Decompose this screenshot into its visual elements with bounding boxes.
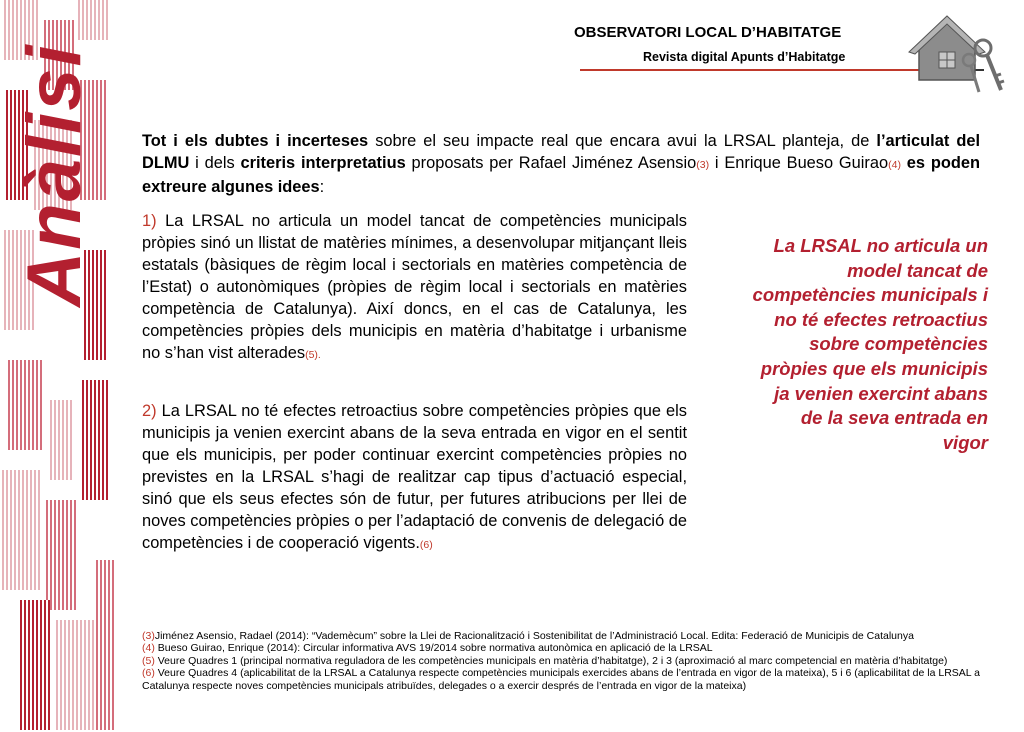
- footnote-ref: (6): [142, 667, 155, 680]
- point-2-paragraph: [142, 400, 687, 556]
- footnote-5: [142, 655, 980, 667]
- footnote-ref: (3): [142, 630, 155, 642]
- footnote-text: Jiménez Asensio, Radael (2014): “Vademècum” sobre la Llei de Racionalització i Sostenibilitat de l’Administració Local. Edita: Federació de Municipis de Catalunya: [154, 630, 914, 642]
- point-2-ref: (6): [419, 539, 433, 551]
- intro-ref-4: (4): [888, 159, 901, 171]
- footnote-ref: (5): [142, 654, 155, 667]
- section-vertical-label: Anàlisi: [12, 43, 97, 307]
- point-1-ref: (5).: [305, 349, 321, 361]
- footnote-text: Bueso Guirao, Enrique (2014): Circular informativa AVS 19/2014 sobre normativa autonòmica en aplicació de la LRSAL: [154, 642, 713, 655]
- intro-bold-1: Tot i els dubtes i incerteses: [142, 132, 369, 150]
- footnote-4: [142, 642, 980, 654]
- footnote-6: [142, 667, 980, 692]
- pull-quote: La LRSAL no articula un model tancat de competències municipals i no té efectes retroactius sobre competències pròpies que els municipis ja venien exercint abans de la seva entrada en vigor: [752, 235, 988, 453]
- point-1-number: 1): [142, 212, 157, 230]
- footnote-ref: (4): [142, 642, 155, 655]
- intro-text-1: sobre el seu impacte real que encara avui la LRSAL planteja, de: [368, 132, 877, 150]
- point-2-number: 2): [142, 402, 157, 420]
- point-1-paragraph: [142, 210, 687, 366]
- point-2-text: La LRSAL no té efectes retroactius sobre competències pròpies que els municipis ja venien exercint abans de la seva entrada en vigor en el sentit que els municipis, per poder continuar exercint competències pròpies no previstes en la LRSAL s’hagi de realitzar cap tipus d’actuació especial, sinó que els seus efectes són de futur, per futures atribucions per llei de noves competències pròpies o per l’adaptació de convenis de delegació de competències i de cooperació vigents.: [142, 402, 687, 552]
- intro-bold-3: criteris interpretatius: [240, 154, 406, 172]
- intro-text-4: i Enrique Bueso Guirao: [709, 154, 889, 172]
- intro-bold-4: es poden extreure algunes idees: [142, 154, 980, 196]
- intro-ref-3: (3): [696, 159, 710, 171]
- point-1-text: La LRSAL no articula un model tancat de competències municipals pròpies sinó un llistat de matèries mínimes, a desenvolupar mitjançant lleis estatals (bàsiques de règim local i sectorials en matèries competència de l’Estat) o autonòmiques (pròpies de règim local i sectorials en matèries competència de Catalunya). Així doncs, en el cas de Catalunya, les competències pròpies dels municipis en matèria d’habitatge i urbanisme no s’han vist alterades: [142, 212, 687, 362]
- intro-bold-2: l’articulat del DLMU: [142, 132, 981, 172]
- header-subtitle: Revista digital Apunts d’Habitatge: [643, 50, 846, 64]
- intro-text-3: proposats per Rafael Jiménez Asensio: [405, 154, 697, 172]
- footnote-text: Veure Quadres 4 (aplicabilitat de la LRSAL a Catalunya respecte competències municipals exercides abans de l’entrada en vigor de la mateixa), 5 i 6 (aplicabilitat de la LRSAL a Catalunya respecte noves competències municipals atribuïdes, delegades o a exercir després de l’entrada en vigor de la mateixa): [142, 667, 980, 692]
- footnotes: [142, 630, 980, 692]
- intro-paragraph: [142, 130, 980, 198]
- house-keys-logo: [905, 8, 1015, 98]
- footnote-text: Veure Quadres 1 (principal normativa reguladora de les competències municipals en matèria d’habitatge), 2 i 3 (aproximació al marc competencial en matèria d’habitatge): [154, 654, 948, 667]
- intro-text-5: :: [319, 178, 325, 196]
- header-title: OBSERVATORI LOCAL D’HABITATGE: [574, 24, 842, 41]
- footnote-3: [142, 630, 980, 642]
- intro-text-2: i dels: [189, 154, 241, 172]
